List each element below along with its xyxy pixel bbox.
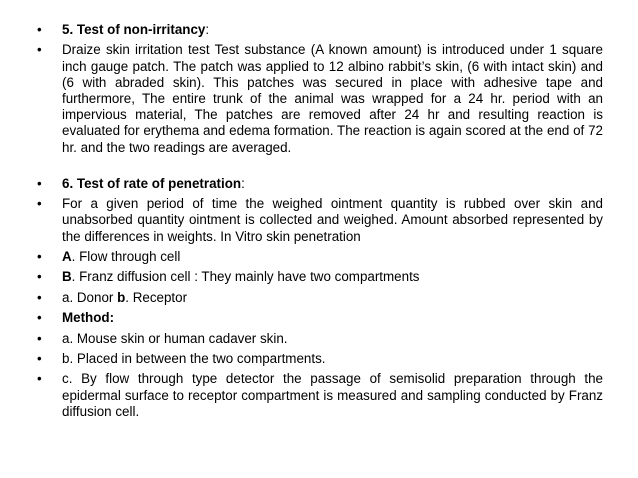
list-item-draize-test (37, 42, 603, 155)
list-item-test-non-irritancy-heading (37, 22, 603, 38)
bullet-icon: • (37, 371, 42, 387)
item-text: . Franz diffusion cell : They mainly have two compartments (71, 269, 420, 285)
item-text: c. By flow through type detector the passage of semisolid preparation through the epidermal surface to receptor compartment is measured and sampling conducted by Franz diffusion cell. (62, 371, 603, 419)
bullet-icon: • (37, 196, 42, 212)
list-item-method-a (37, 331, 603, 347)
list-item-flow-through-cell (37, 249, 603, 265)
bullet-icon: • (37, 175, 42, 191)
bullet-icon: • (37, 42, 42, 58)
item-text: . Flow through cell (71, 249, 181, 264)
heading-text: 6. Test of rate of penetration (62, 175, 242, 191)
heading-suffix: : (241, 175, 245, 191)
item-text: a. Mouse skin or human cadaver skin. (62, 330, 288, 346)
list-item-method-b (37, 351, 603, 367)
bullet-icon: • (37, 249, 42, 264)
bullet-icon: • (37, 22, 42, 37)
bullet-icon: • (37, 269, 42, 285)
item-prefix: a. Donor (62, 289, 118, 305)
list-item-test-penetration-heading (37, 176, 603, 192)
heading-text: 5. Test of non-irritancy (62, 22, 206, 37)
bullet-icon: • (37, 350, 42, 366)
item-letter: B (62, 269, 72, 285)
list-item-franz-diffusion-cell (37, 269, 603, 285)
item-text: b. Placed in between the two compartments. (62, 350, 326, 366)
heading-suffix: : (205, 22, 210, 37)
item-letter: b (117, 289, 126, 305)
item-text: For a given period of time the weighed ointment quantity is rubbed over skin and unabsorbed quantity ointment is collected and weighed. Amount absorbed represented by the differences in weights. In Vitro skin penetration (62, 196, 603, 244)
heading-text: Method: (62, 310, 115, 326)
bullet-icon: • (37, 289, 42, 305)
item-text: Draize skin irritation test Test substance (A known amount) is introduced under 1 square inch gauge patch. The patch was applied to 12 albino rabbit’s skin, (6 with intact skin) and (6 with abraded skin). This patches was secured in place with adhesive tape and furthermore, The entire trunk of the animal was wrapped for a 24 hr. period with an impervious material, The patches are removed after 24 hr and resulting reaction is evaluated for erythema and edema formation. The reaction is again scored at the end of 72 hr. and the two readings are averaged. (62, 42, 603, 155)
bullet-icon: • (37, 310, 42, 326)
bullet-icon: • (37, 330, 42, 346)
item-letter: A (62, 249, 72, 264)
item-text: . Receptor (125, 289, 188, 305)
bullet-list (37, 22, 603, 424)
list-item-method-c (37, 371, 603, 420)
list-item-method-heading (37, 310, 603, 326)
list-item-penetration-description (37, 196, 603, 245)
list-item-donor-receptor (37, 290, 603, 306)
